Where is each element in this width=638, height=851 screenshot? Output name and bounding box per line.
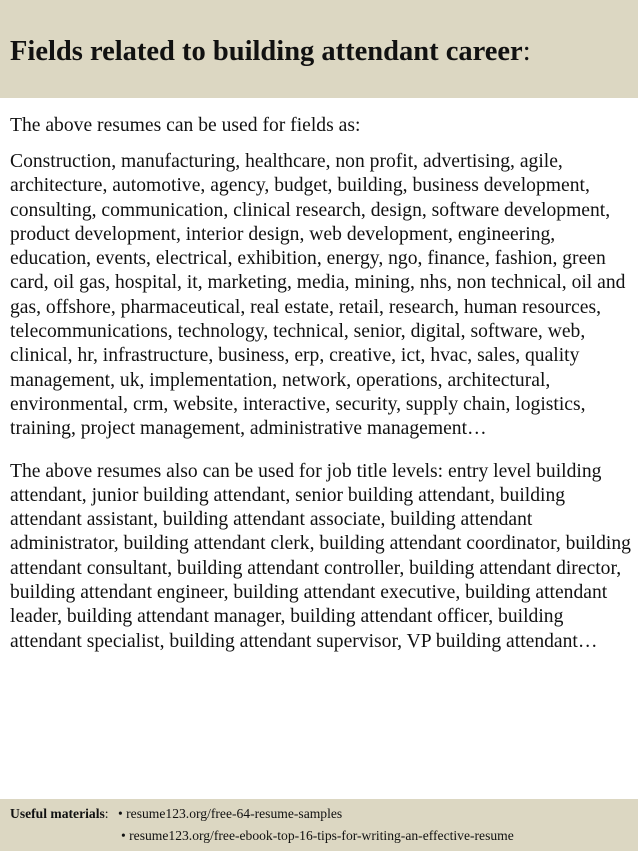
intro-text: The above resumes can be used for fields as: [10, 115, 361, 136]
fields-paragraph: Construction, manufacturing, healthcare, non profit, advertising, agile, architecture, automotive, agency, budget, building, business development, consulting, communication, clinical research, design, software development, product development, interior design, web development, engineering, education, events, electrical, exhibition, energy, ngo, finance, fashion, green card, oil gas, hospital, it, marketing, media, mining, nhs, non technical, oil and gas, offshore, pharmaceutical, real estate, retail, research, human resources, telecommunications, technology, technical, senior, digital, software, web, clinical, hr, infrastructure, business, erp, creative, ict, hvac, sales, quality management, uk, implementation, network, operations, architectural, environmental, crm, website, interactive, security, supply chain, logistics, training, project management, administrative management… [10, 151, 626, 440]
footer-link-resume-samples[interactable]: • resume123.org/free-64-resume-samples [118, 806, 343, 821]
footer-row-1 [10, 803, 628, 825]
useful-materials-label-colon: : [104, 806, 109, 821]
title-band [0, 0, 638, 98]
footer-row-2 [10, 825, 628, 847]
job-levels-paragraph: The above resumes also can be used for job title levels: entry level building attendant, junior building attendant, senior building attendant, building attendant assistant, building attendant associate, building attendant administrator, building attendant clerk, building attendant coordinator, building attendant consultant, building attendant controller, building attendant director, building attendant engineer, building attendant executive, building attendant leader, building attendant manager, building attendant officer, building attendant specialist, building attendant supervisor, VP building attendant… [10, 460, 631, 652]
page-title-colon: : [522, 36, 531, 67]
useful-materials-footer [0, 799, 638, 851]
page-title [10, 34, 626, 70]
useful-materials-label [10, 803, 118, 825]
useful-materials-label-text: Useful materials [10, 806, 105, 821]
main-content [10, 113, 632, 654]
footer-link-ebook-tips[interactable]: • resume123.org/free-ebook-top-16-tips-for-writing-an-effective-resume [121, 828, 514, 843]
footer-indent [10, 825, 121, 847]
page-title-text: Fields related to building attendant career [10, 36, 523, 67]
